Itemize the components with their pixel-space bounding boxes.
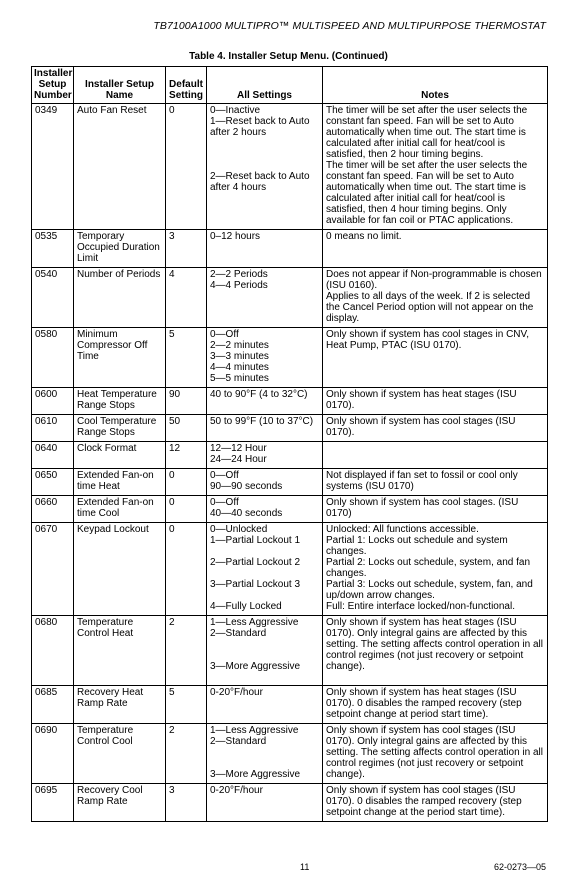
table-row	[32, 496, 548, 523]
table-row	[32, 442, 548, 469]
cell-default-setting: 0	[166, 523, 207, 616]
table-row	[32, 328, 548, 388]
cell-all-settings: 0-20°F/hour	[207, 784, 323, 822]
table-header-row	[32, 67, 548, 104]
column-header-name: Installer Setup Name	[74, 67, 166, 104]
table-body	[32, 104, 548, 822]
cell-setup-number: 0349	[32, 104, 74, 230]
cell-default-setting: 2	[166, 724, 207, 784]
cell-setup-name: Extended Fan-on time Heat	[74, 469, 166, 496]
column-header-number: Installer Setup Number	[32, 67, 74, 104]
table-row	[32, 616, 548, 686]
cell-setup-name: Minimum Compressor Off Time	[74, 328, 166, 388]
cell-setup-number: 0535	[32, 230, 74, 268]
cell-default-setting: 3	[166, 230, 207, 268]
installer-setup-table	[31, 66, 548, 822]
cell-notes: Only shown if system has heat stages (ISU 0170). 0 disables the ramped recovery (step setpoint change at period start time).	[323, 686, 548, 724]
column-header-default: Default Setting	[166, 67, 207, 104]
cell-notes: Only shown if system has heat stages (ISU 0170).	[323, 388, 548, 415]
cell-setup-name: Recovery Cool Ramp Rate	[74, 784, 166, 822]
cell-notes: 0 means no limit.	[323, 230, 548, 268]
cell-default-setting: 90	[166, 388, 207, 415]
document-number: 62-0273—05	[493, 862, 546, 872]
cell-all-settings: 0—Off 2—2 minutes 3—3 minutes 4—4 minutes 5—5 minutes	[207, 328, 323, 388]
table-row	[32, 686, 548, 724]
cell-notes: Only shown if system has cool stages. (ISU 0170)	[323, 496, 548, 523]
cell-notes: Does not appear if Non-programmable is chosen (ISU 0160). Applies to all days of the week. If 2 is selected the Cancel Period option will not appear on the display.	[323, 268, 548, 328]
cell-all-settings: 0—Off 90—90 seconds	[207, 469, 323, 496]
cell-setup-name: Clock Format	[74, 442, 166, 469]
cell-all-settings: 0-20°F/hour	[207, 686, 323, 724]
cell-setup-number: 0600	[32, 388, 74, 415]
table-row	[32, 784, 548, 822]
cell-setup-number: 0685	[32, 686, 74, 724]
cell-notes: Only shown if system has cool stages (ISU 0170). Only integral gains are affected by this setting. The setting affects control operation in all control regimes (not just recovery or setpoint change).	[323, 724, 548, 784]
cell-all-settings: 0—Inactive 1—Reset back to Auto after 2 hours 2—Reset back to Auto after 4 hours	[207, 104, 323, 230]
cell-all-settings: 0–12 hours	[207, 230, 323, 268]
cell-all-settings: 1—Less Aggressive 2—Standard 3—More Aggressive	[207, 724, 323, 784]
cell-all-settings: 0—Off 40—40 seconds	[207, 496, 323, 523]
cell-setup-name: Keypad Lockout	[74, 523, 166, 616]
cell-notes: Only shown if system has cool stages (ISU 0170). 0 disables the ramped recovery (step setpoint change at the period start time).	[323, 784, 548, 822]
cell-setup-number: 0680	[32, 616, 74, 686]
document-header: TB7100A1000 MULTIPRO™ MULTISPEED AND MULTIPURPOSE THERMOSTAT	[153, 20, 546, 32]
table-title: Table 4. Installer Setup Menu. (Continued)	[189, 51, 388, 62]
cell-setup-number: 0690	[32, 724, 74, 784]
page-number: 11	[300, 862, 310, 872]
cell-all-settings: 0—Unlocked 1—Partial Lockout 1 2—Partial Lockout 2 3—Partial Lockout 3 4—Fully Locked	[207, 523, 323, 616]
cell-setup-name: Extended Fan-on time Cool	[74, 496, 166, 523]
cell-setup-number: 0660	[32, 496, 74, 523]
cell-default-setting: 0	[166, 496, 207, 523]
cell-all-settings: 12—12 Hour 24—24 Hour	[207, 442, 323, 469]
cell-default-setting: 5	[166, 328, 207, 388]
cell-setup-name: Temperature Control Heat	[74, 616, 166, 686]
cell-notes: Only shown if system has heat stages (ISU 0170). Only integral gains are affected by this setting. The setting affects control operation in all control regimes (not just recovery or setpoint change).	[323, 616, 548, 686]
cell-setup-number: 0670	[32, 523, 74, 616]
cell-all-settings: 40 to 90°F (4 to 32°C)	[207, 388, 323, 415]
table-row	[32, 415, 548, 442]
cell-default-setting: 50	[166, 415, 207, 442]
cell-all-settings: 50 to 99°F (10 to 37°C)	[207, 415, 323, 442]
cell-notes: Only shown if system has cool stages (ISU 0170).	[323, 415, 548, 442]
cell-setup-number: 0695	[32, 784, 74, 822]
cell-setup-name: Heat Temperature Range Stops	[74, 388, 166, 415]
table-row	[32, 104, 548, 230]
cell-setup-number: 0610	[32, 415, 74, 442]
cell-setup-number: 0540	[32, 268, 74, 328]
table-row	[32, 469, 548, 496]
column-header-notes: Notes	[323, 67, 548, 104]
cell-all-settings: 1—Less Aggressive 2—Standard 3—More Aggressive	[207, 616, 323, 686]
cell-setup-number: 0650	[32, 469, 74, 496]
cell-setup-name: Number of Periods	[74, 268, 166, 328]
column-header-settings: All Settings	[207, 67, 323, 104]
cell-setup-name: Temporary Occupied Duration Limit	[74, 230, 166, 268]
cell-notes: The timer will be set after the user selects the constant fan speed. Fan will be set to Auto automatically when time out. The start time is calculated after initial call for heat/cool is satisfied, then 2 hour timing begins. The timer will be set after the user selects the constant fan speed. Fan will be set to Auto automatically when time out. The start time is calculated after initial call for heat/cool is satisfied, then 4 hour timing begins. Only available for fan coil or PTAC applications.	[323, 104, 548, 230]
table-row	[32, 724, 548, 784]
table-row	[32, 268, 548, 328]
cell-setup-name: Recovery Heat Ramp Rate	[74, 686, 166, 724]
cell-default-setting: 0	[166, 104, 207, 230]
table-row	[32, 523, 548, 616]
cell-default-setting: 12	[166, 442, 207, 469]
cell-notes: Unlocked: All functions accessible. Partial 1: Locks out schedule and system changes. Partial 2: Locks out schedule, system, and fan changes. Partial 3: Locks out schedule, system, fan, and up/down arrow changes. Full: Entire interface locked/non-functional.	[323, 523, 548, 616]
cell-setup-name: Cool Temperature Range Stops	[74, 415, 166, 442]
cell-setup-number: 0640	[32, 442, 74, 469]
cell-default-setting: 4	[166, 268, 207, 328]
cell-setup-name: Auto Fan Reset	[74, 104, 166, 230]
cell-default-setting: 3	[166, 784, 207, 822]
cell-notes: Only shown if system has cool stages in CNV, Heat Pump, PTAC (ISU 0170).	[323, 328, 548, 388]
cell-all-settings: 2—2 Periods 4—4 Periods	[207, 268, 323, 328]
cell-notes: Not displayed if fan set to fossil or cool only systems (ISU 0170)	[323, 469, 548, 496]
cell-default-setting: 5	[166, 686, 207, 724]
cell-notes	[323, 442, 548, 469]
cell-default-setting: 2	[166, 616, 207, 686]
cell-setup-number: 0580	[32, 328, 74, 388]
table-row	[32, 230, 548, 268]
table-row	[32, 388, 548, 415]
cell-setup-name: Temperature Control Cool	[74, 724, 166, 784]
cell-default-setting: 0	[166, 469, 207, 496]
